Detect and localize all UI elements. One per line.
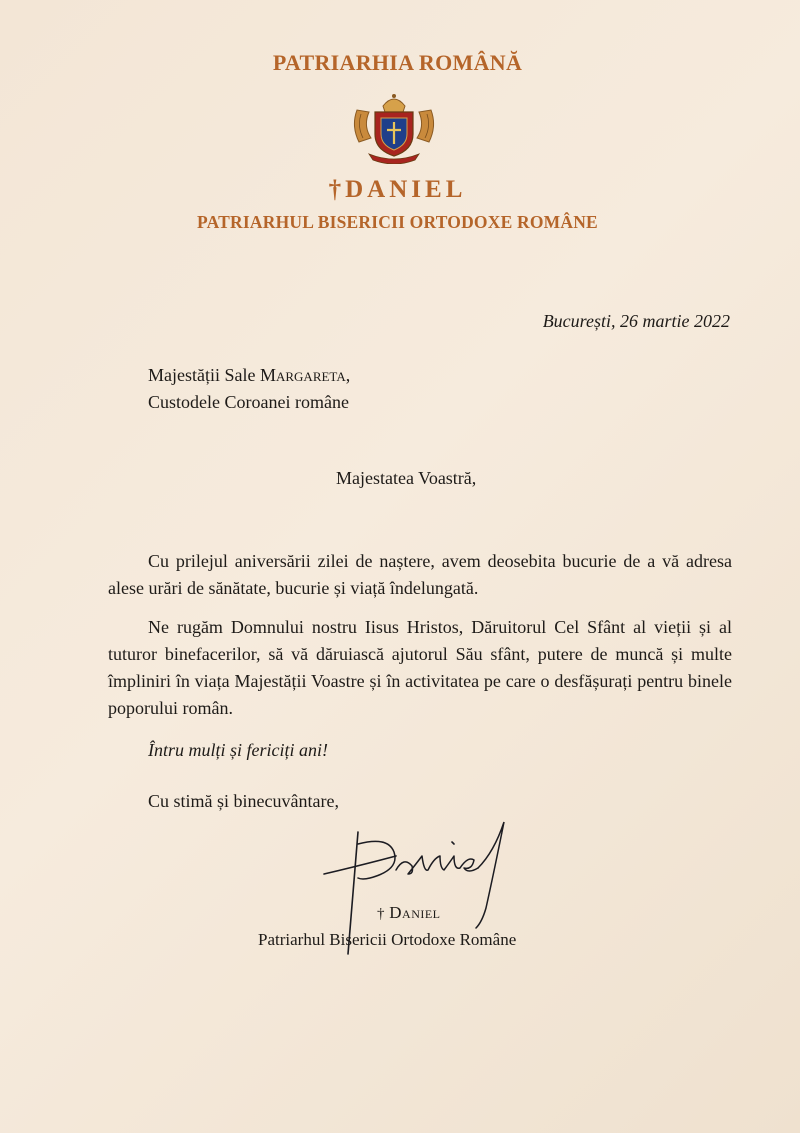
recipient-address <box>148 362 350 416</box>
recipient-prefix: Majestății Sale <box>148 365 260 385</box>
signatory-title: Patriarhul Bisericii Ortodoxe Române <box>258 930 517 949</box>
body-paragraph-1: Cu prilejul aniversării zilei de naștere, avem deosebita bucurie de a vă adresa alese urări de sănătate, bucurie și viață îndelungată. <box>108 551 732 598</box>
letter-body <box>108 548 732 734</box>
letterhead-organization: PATRIARHIA ROMÂNĂ <box>272 50 523 75</box>
letter-date: București, 26 martie 2022 <box>542 311 730 331</box>
coat-of-arms-seal-icon <box>349 92 439 164</box>
recipient-line-1 <box>148 362 350 389</box>
signatory-name-text: Daniel <box>389 903 441 922</box>
signatory-name <box>377 903 441 923</box>
closing-regards: Cu stimă și binecuvântare, <box>148 791 339 811</box>
recipient-line-2: Custodele Coroanei române <box>148 392 349 412</box>
recipient-suffix: , <box>345 365 351 385</box>
closing-wish: Întru mulți și fericiți ani! <box>148 740 328 760</box>
body-paragraph-2: Ne rugăm Domnului nostru Iisus Hristos, Dăruitorul Cel Sfânt al vieții și al tuturor binefacerilor, să vă dăruiască ajutorul Său sfânt, putere de muncă și multe împliniri în viața Majestății Voastre și în activitatea pe care o desfășurați pentru binele poporului român. <box>108 617 732 718</box>
letterhead-title: PATRIARHUL BISERICII ORTODOXE ROMÂNE <box>197 212 598 232</box>
salutation: Majestatea Voastră, <box>336 468 477 488</box>
letterhead-name: †DANIEL <box>328 176 467 203</box>
signatory-cross: † <box>377 906 390 922</box>
recipient-name: Margareta <box>259 365 346 385</box>
